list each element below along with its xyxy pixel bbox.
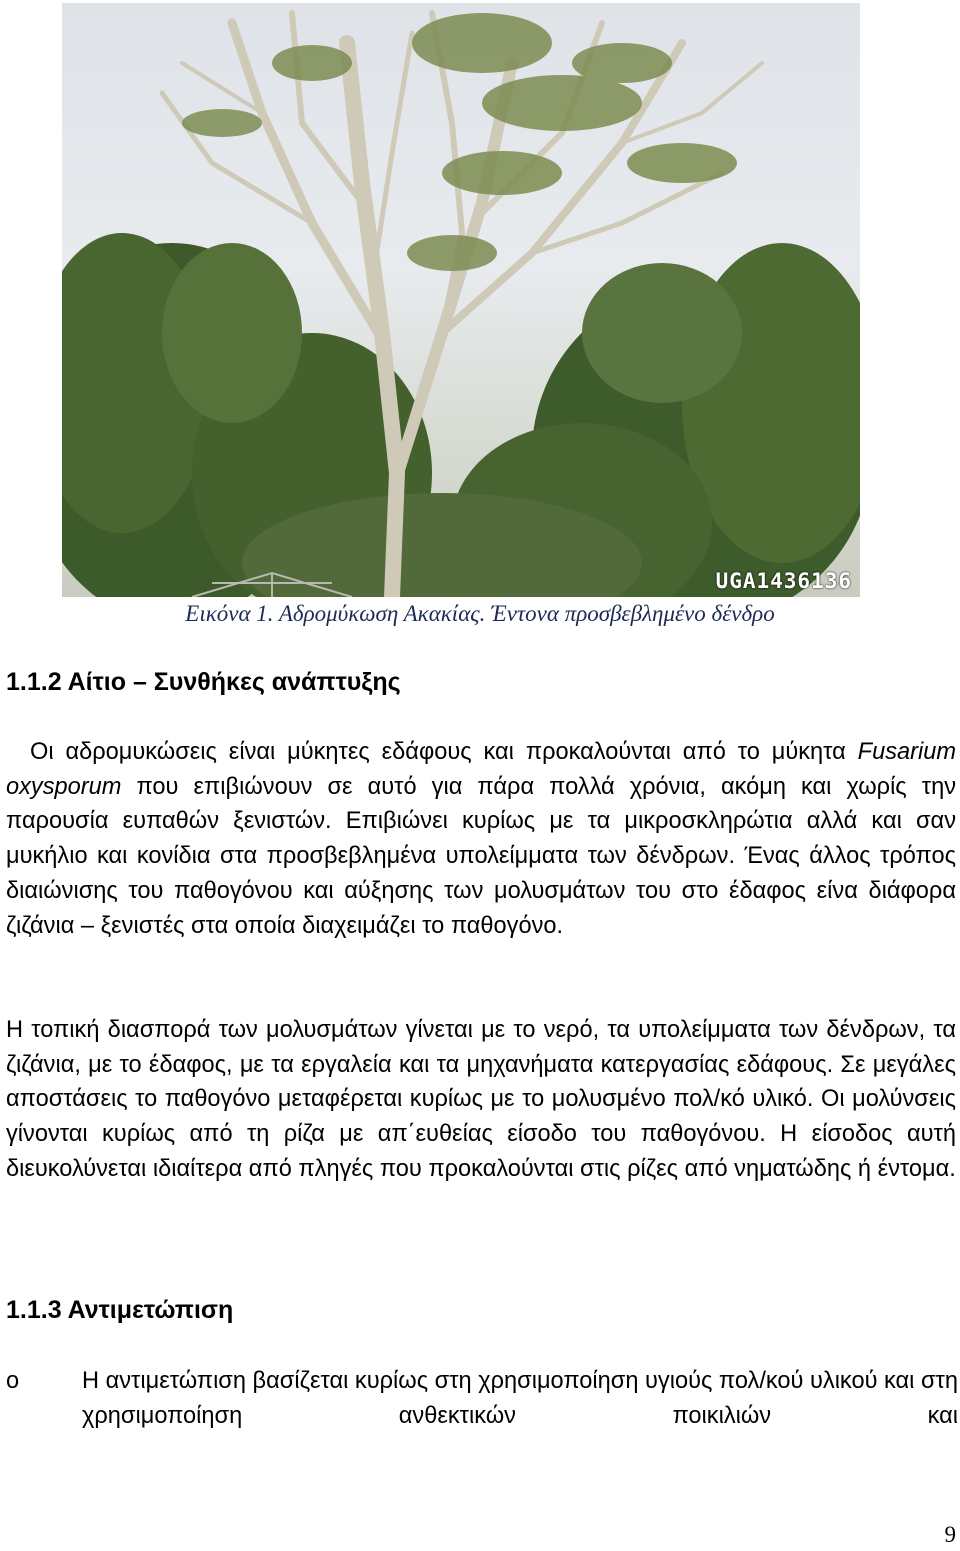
figure-photo-diseased-acacia: [62, 3, 860, 597]
section-heading-cause: 1.1.2 Αίτιο – Συνθήκες ανάπτυξης: [6, 668, 401, 696]
species-name: Fusarium oxysporum: [6, 739, 956, 800]
figure-caption: Εικόνα 1. Αδρομύκωση Ακακίας. Έντονα προσβεβλημένο δένδρο: [185, 601, 775, 626]
bullet-item-treatment: Η αντιμετώπιση βασίζεται κυρίως στη χρησιμοποίηση υγιούς πολ/κού υλικού και στη χρησιμοποίηση ανθεκτικών ποικιλιών και: [82, 1368, 958, 1429]
paragraph-text: Οι αδρομυκώσεις είναι μύκητες εδάφους και προκαλούνται από το μύκητα: [30, 739, 858, 765]
section-heading-treatment: 1.1.3 Αντιμετώπιση: [6, 1296, 234, 1324]
tree-illustration: [62, 3, 860, 597]
page-number: 9: [944, 1522, 956, 1547]
bullet-marker: o: [6, 1368, 20, 1394]
paragraph-text: που επιβιώνουν σε αυτό για πάρα πολλά χρόνια, ακόμη και χωρίς την παρουσία ευπαθών ξενιστών. Επιβιώνει κυρίως με τα μικροσκληρώτια αλλά και σαν μυκήλιο και κονίδια στα προσβεβλημένα υπολείμματα των δένδρων. Ένας άλλος τρόπος διαιώνισης του παθογόνου και αύξησης των μολυσμάτων του στο έδαφος είνα διάφορα ζιζάνια – ξενιστές στα οποία διαχειμάζει το παθογόνο.: [6, 773, 956, 939]
paragraph-dispersal: Η τοπική διασπορά των μολυσμάτων γίνεται με το νερό, τα υπολείμματα των δένδρων, τα ζιζάνια, με το έδαφος, με τα εργαλεία και τα μηχανήματα κατεργασίας εδάφους. Σε μεγάλες αποστάσεις το παθογόνο μεταφέρεται κυρίως με το μολυσμένο πολ/κό υλικό. Οι μολύνσεις γίνονται κυρίως από τη ρίζα με απ΄ευθείας είσοδο του παθογόνου. Η είσοδος αυτή διευκολύνεται ιδιαίτερα από πληγές που προκαλούνται στις ρίζες από νηματώδης ή έντομα.: [6, 1017, 956, 1182]
paragraph-cause-conditions: [6, 735, 956, 943]
photo-watermark: UGA1436136: [715, 569, 852, 593]
